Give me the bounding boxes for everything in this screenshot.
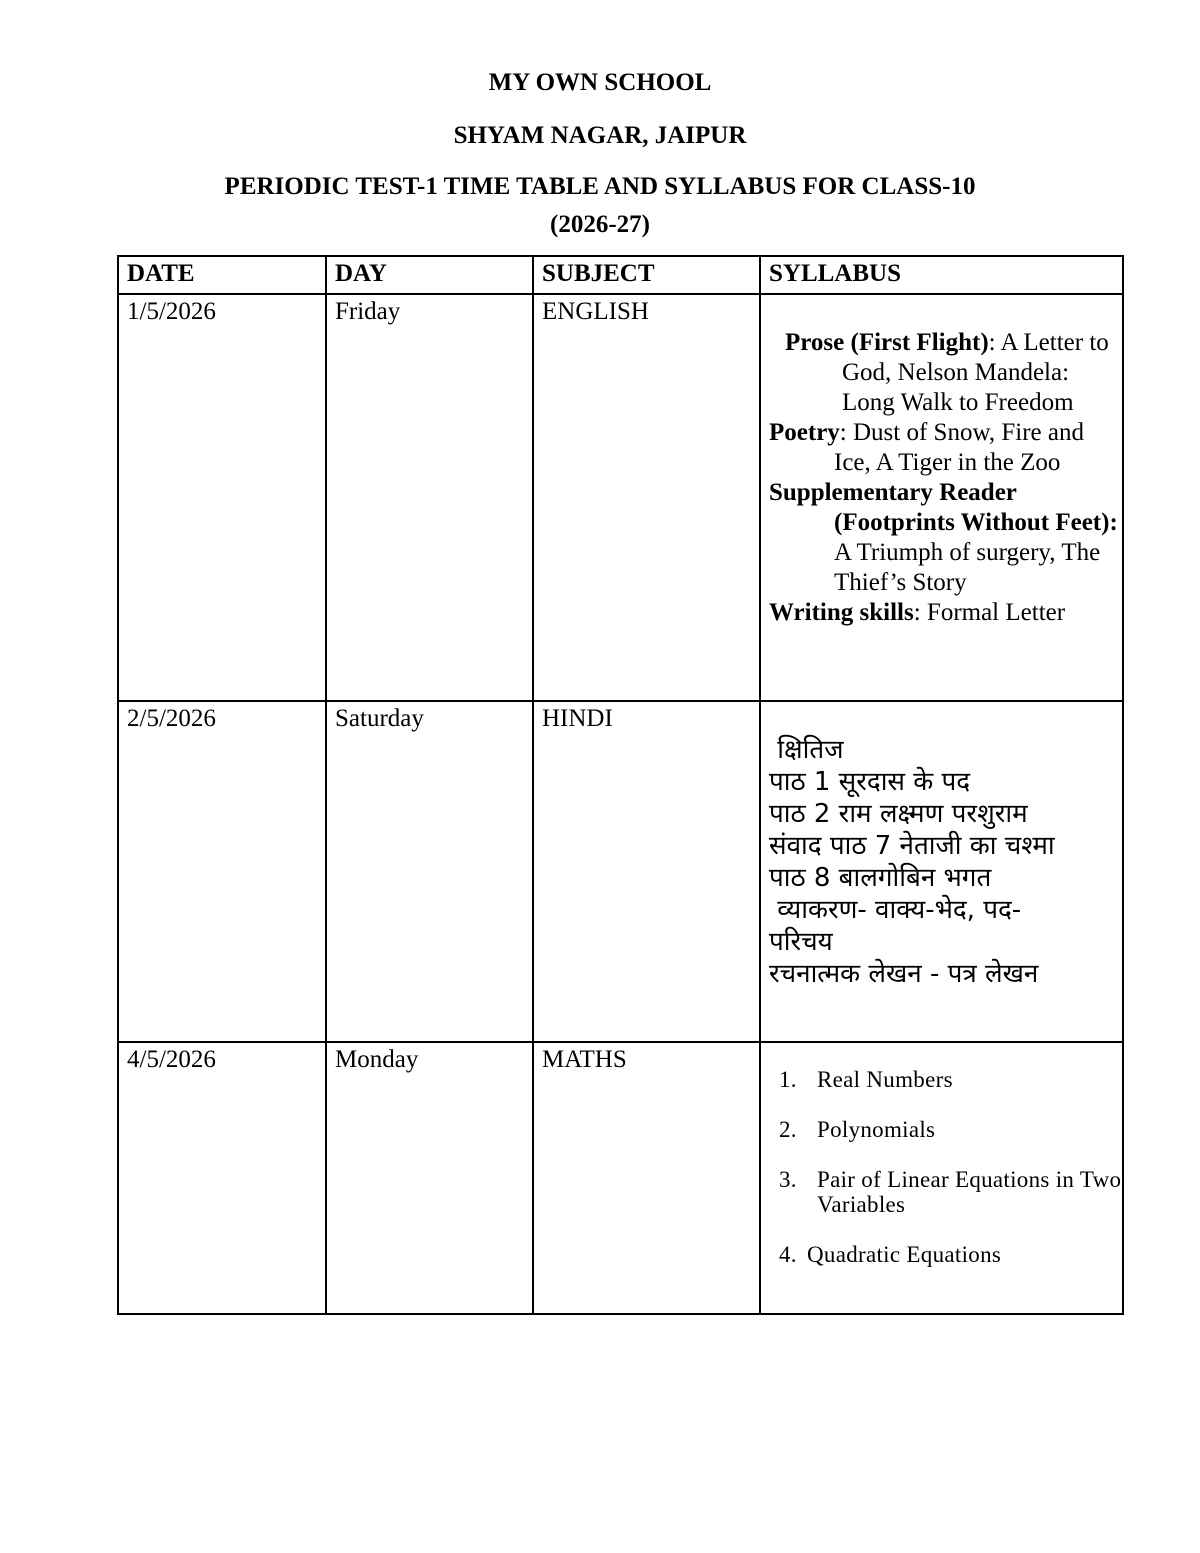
column-header-subject: SUBJECT: [533, 256, 760, 294]
subject-cell: HINDI: [533, 701, 760, 1042]
list-text: Quadratic Equations: [807, 1242, 1002, 1267]
supplementary-text: A Triumph of surgery, The Thief’s Story: [834, 539, 1101, 596]
table-row: [118, 294, 1123, 701]
table-header-row: [118, 256, 1123, 294]
prose-label: Prose (First Flight): [785, 329, 989, 356]
subject-cell: ENGLISH: [533, 294, 760, 701]
hindi-line: क्षितिज: [769, 735, 844, 765]
list-item: [779, 1242, 1122, 1267]
subject-cell: MATHS: [533, 1042, 760, 1314]
column-header-date: DATE: [118, 256, 326, 294]
list-number: 4.: [779, 1242, 797, 1267]
day-cell: Friday: [326, 294, 533, 701]
date-cell: 4/5/2026: [118, 1042, 326, 1314]
syllabus-cell-maths: [760, 1042, 1123, 1314]
hindi-line: पाठ 1 सूरदास के पद: [769, 767, 971, 797]
hindi-line: परिचय: [769, 927, 833, 957]
hindi-line: रचनात्मक लेखन - पत्र लेखन: [769, 959, 1039, 989]
hindi-line: पाठ 2 राम लक्ष्मण परशुराम: [769, 799, 1028, 829]
list-text: Pair of Linear Equations in Two Variables: [817, 1167, 1122, 1217]
prose-text: : A Letter to God, Nelson Mandela: Long Walk to Freedom: [842, 329, 1109, 416]
hindi-line: संवाद पाठ 7 नेताजी का चश्मा: [769, 831, 1055, 861]
syllabus-cell-hindi: [760, 701, 1123, 1042]
syllabus-poetry: [769, 418, 1122, 478]
list-number: 2.: [779, 1117, 797, 1142]
date-cell: 2/5/2026: [118, 701, 326, 1042]
document-title: PERIODIC TEST-1 TIME TABLE AND SYLLABUS FOR CLASS-10: [224, 173, 976, 200]
list-item: [779, 1067, 1122, 1092]
writing-label: Writing skills: [769, 599, 914, 626]
school-address: SHYAM NAGAR, JAIPUR: [453, 122, 747, 149]
list-number: 1.: [779, 1067, 797, 1092]
timetable: [117, 255, 1124, 1315]
syllabus-writing: [769, 598, 1122, 628]
day-cell: Monday: [326, 1042, 533, 1314]
list-item: [779, 1167, 1122, 1217]
list-text: Real Numbers: [817, 1067, 953, 1092]
list-text: Polynomials: [817, 1117, 936, 1142]
table-row: [118, 701, 1123, 1042]
syllabus-supplementary: [769, 478, 1122, 598]
column-header-day: DAY: [326, 256, 533, 294]
school-name: MY OWN SCHOOL: [488, 69, 712, 96]
list-item: [779, 1117, 1122, 1142]
table-row: [118, 1042, 1123, 1314]
column-header-syllabus: SYLLABUS: [760, 256, 1123, 294]
day-cell: Saturday: [326, 701, 533, 1042]
poetry-label: Poetry: [769, 419, 840, 446]
hindi-line: व्याकरण- वाक्य-भेद, पद-: [769, 895, 1022, 925]
hindi-line: पाठ 8 बालगोबिन भगत: [769, 863, 992, 893]
document-session: (2026-27): [550, 211, 650, 238]
supplementary-label: Supplementary Reader (Footprints Without Feet):: [769, 479, 1118, 536]
list-number: 3.: [779, 1167, 797, 1192]
syllabus-cell-english: [760, 294, 1123, 701]
syllabus-prose: [769, 328, 1122, 418]
date-cell: 1/5/2026: [118, 294, 326, 701]
poetry-text: : Dust of Snow, Fire and Ice, A Tiger in the Zoo: [834, 419, 1084, 476]
writing-text: : Formal Letter: [913, 599, 1066, 626]
